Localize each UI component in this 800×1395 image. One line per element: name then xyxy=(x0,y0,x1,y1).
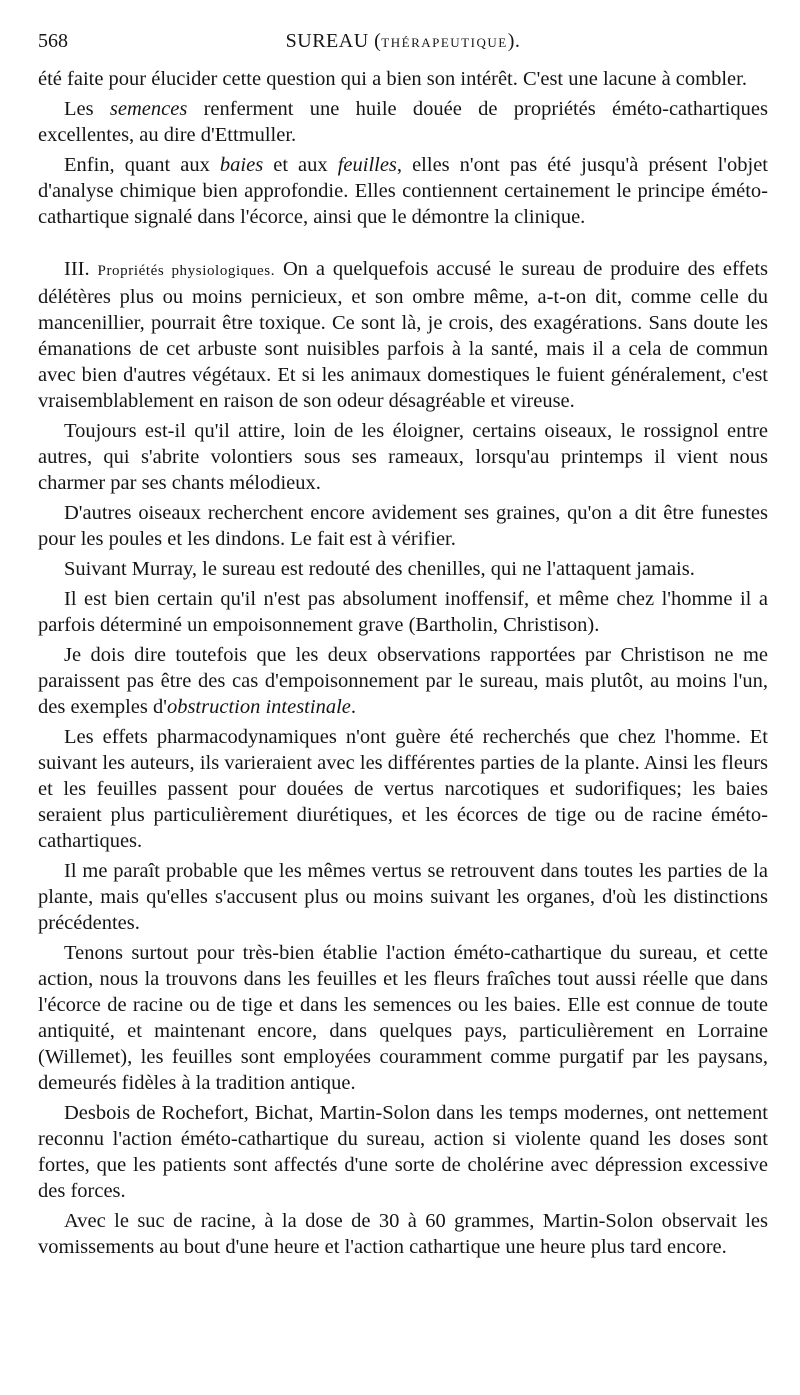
paragraph: Il est bien certain qu'il n'est pas absolument inoffensif, et même chez l'homme il a parfois déterminé un empoisonnement grave (Bartholin, Christison). xyxy=(38,588,768,636)
paragraph: Avec le suc de racine, à la dose de 30 à 60 grammes, Martin-Solon observait les vomissements au bout d'une heure et l'action cathartique une heure plus tard encore. xyxy=(38,1210,768,1258)
paragraph: été faite pour élucider cette question qui a bien son intérêt. C'est une lacune à combler. xyxy=(38,68,747,90)
paragraph: Suivant Murray, le sureau est redouté des chenilles, qui ne l'attaquent jamais. xyxy=(64,558,695,580)
section-paragraph: III. Propriétés physiologiques. On a quelquefois accusé le sureau de produire des effets délétères plus ou moins pernicieux, et son ombre même, a-t-on dit, comme celle du mancenillier, pourrait être toxique. Ce sont là, je crois, des exagérations. Sans doute les émanations de cet arbuste sont nuisibles parfois à la santé, mais il a cela de commun avec bien d'autres végétaux. Et si les animaux domestiques le fuient généralement, c'est vraisemblablement en raison de son odeur désagréable et vireuse. xyxy=(38,258,768,412)
paragraph: D'autres oiseaux recherchent encore avidement ses graines, qu'on a dit être funestes pour les poules et les dindons. Le fait est à vérifier. xyxy=(38,502,768,550)
running-title: SUREAU (THÉRAPEUTIQUE). xyxy=(285,30,521,52)
paragraph: Desbois de Rochefort, Bichat, Martin-Solon dans les temps modernes, ont nettement reconnu l'action éméto-cathartique du sureau, action si violente quand les doses sont fortes, que les patients sont affectés d'une sorte de cholérine avec dépression excessive des forces. xyxy=(38,1102,768,1202)
paragraph: Enfin, quant aux baies et aux feuilles, elles n'ont pas été jusqu'à présent l'objet d'analyse chimique bien approfondie. Elles contiennent certainement le principe éméto-cathartique signalé dans l'écorce, ainsi que le démontre la clinique. xyxy=(38,154,768,228)
page-number: 568 xyxy=(38,30,68,52)
section-heading: Propriétés physiologiques. xyxy=(97,263,276,279)
paragraph: Tenons surtout pour très-bien établie l'action éméto-cathartique du sureau, et cette action, nous la trouvons dans les feuilles et les fleurs fraîches tout aussi réelle que dans l'écorce de racine ou de tige et dans les semences ou les baies. Elle est connue de toute antiquité, et maintenant encore, dans quelques pays, particulièrement en Lorraine (Willemet), les feuilles sont employées couramment comme purgatif par les paysans, demeurés fidèles à la tradition antique. xyxy=(38,942,768,1094)
paragraph: Je dois dire toutefois que les deux observations rapportées par Christison ne me paraissent pas être des cas d'empoisonnement par le sureau, mais plutôt, au moins l'un, des exemples d'obstruction intestinale. xyxy=(38,644,768,718)
paragraph: Il me paraît probable que les mêmes vertus se retrouvent dans toutes les parties de la plante, mais qu'elles s'accusent plus ou moins suivant les organes, d'où les distinctions précédentes. xyxy=(38,860,768,934)
section-numeral: III. xyxy=(64,258,98,280)
paragraph: Les semences renferment une huile douée de propriétés éméto-cathartiques excellentes, au dire d'Ettmuller. xyxy=(38,98,768,146)
running-header xyxy=(38,28,768,58)
paragraph: Les effets pharmacodynamiques n'ont guère été recherchés que chez l'homme. Et suivant les auteurs, ils varieraient avec les différentes parties de la plante. Ainsi les fleurs et les feuilles passent pour douées de vertus narcotiques et sudorifiques; les baies seraient plus particulièrement diurétiques, et les écorces de tige ou de racine éméto-cathartiques. xyxy=(38,726,768,852)
paragraph: Toujours est-il qu'il attire, loin de les éloigner, certains oiseaux, le rossignol entre autres, qui s'abrite volontiers sous ses rameaux, lorsqu'au printemps il vient nous charmer par ses chants mélodieux. xyxy=(38,420,768,494)
